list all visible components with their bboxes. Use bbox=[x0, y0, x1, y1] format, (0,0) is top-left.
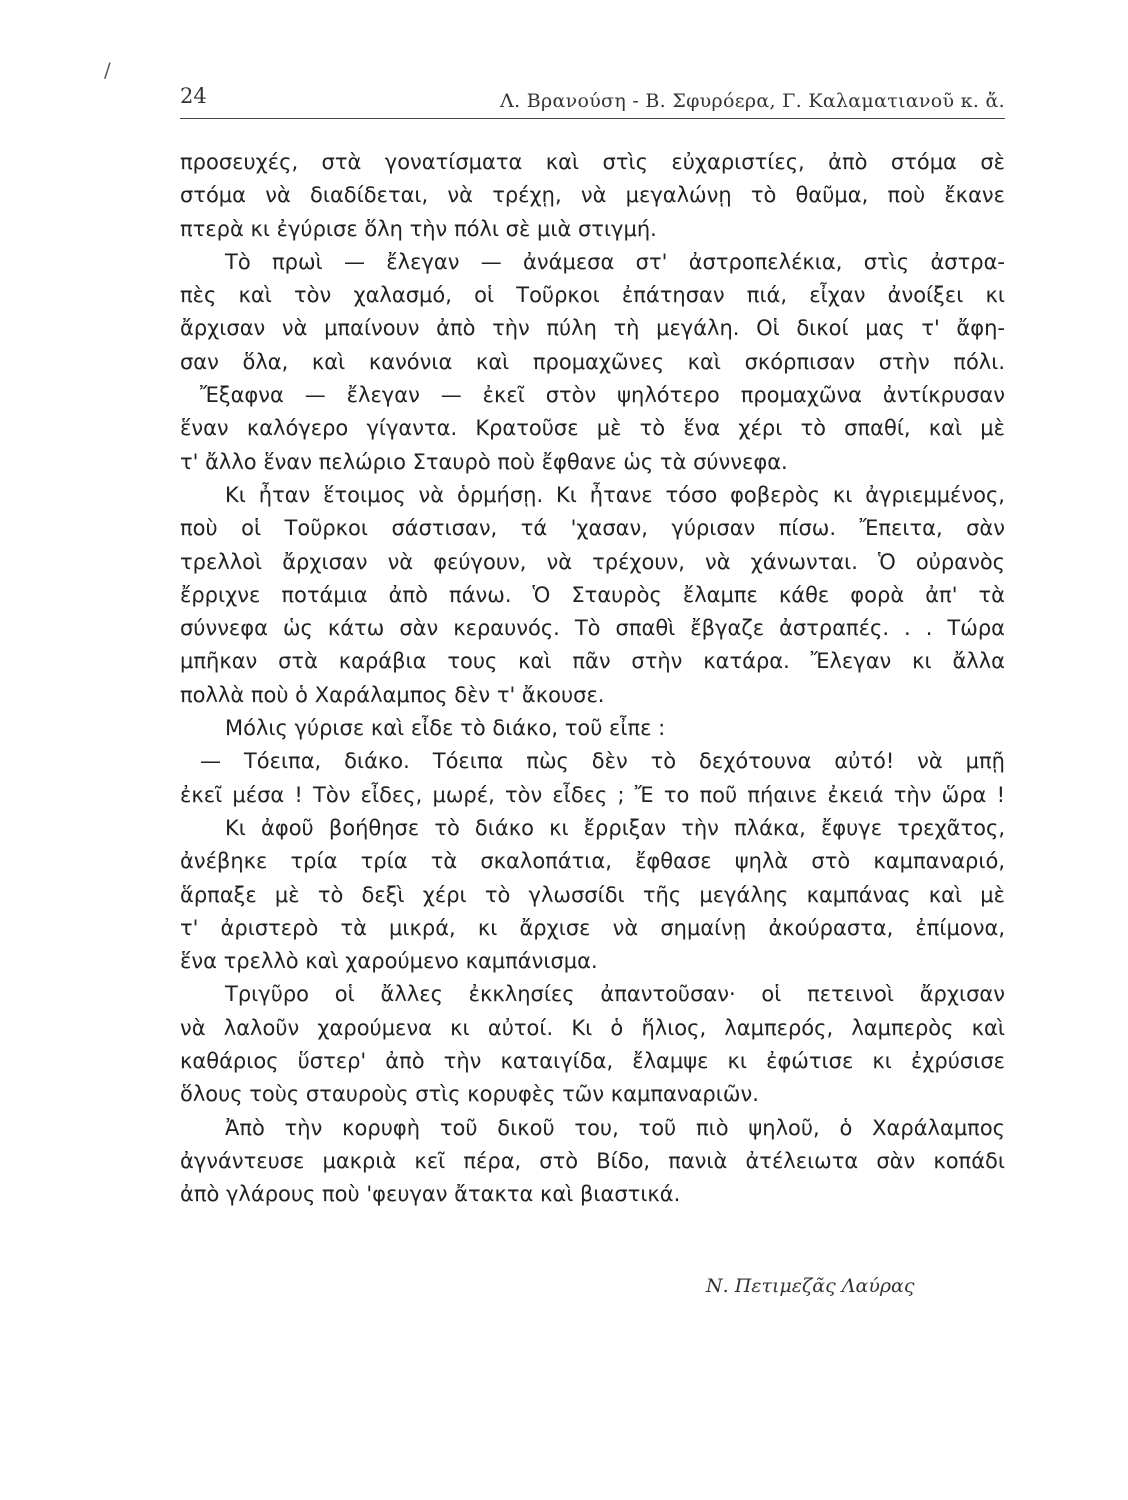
margin-mark: / bbox=[104, 58, 111, 82]
text-line: νὰ λαλοῦν χαρούμενα κι αὐτοί. Κι ὁ ἥλιος, λαμπερός, λαμπερὸς καὶ bbox=[180, 1015, 1005, 1040]
page-number: 24 bbox=[180, 84, 207, 108]
text-line: στόμα νὰ διαδίδεται, νὰ τρέχῃ, νὰ μεγαλώνῃ τὸ θαῦμα, ποὺ ἔκανε bbox=[180, 183, 1005, 208]
text-line: καθάριος ὕστερ' ἀπὸ τὴν καταιγίδα, ἔλαμψε κι ἐφώτισε κι ἐχρύσισε bbox=[180, 1049, 1005, 1074]
text-line: Κι ἀφοῦ βοήθησε τὸ διάκο κι ἔρριξαν τὴν πλάκα, ἔφυγε τρεχᾶτος, bbox=[225, 815, 1005, 840]
text-line: ἄρχισαν νὰ μπαίνουν ἀπὸ τὴν πύλη τὴ μεγάλη. Οἱ δικοί μας τ' ἄφη- bbox=[180, 316, 1005, 341]
text-line: προσευχές, στὰ γονατίσματα καὶ στὶς εὐχαριστίες, ἀπὸ στόμα σὲ bbox=[180, 150, 1005, 174]
text-line: Κι ἦταν ἕτοιμος νὰ ὁρμήσῃ. Κι ἦτανε τόσο φοβερὸς κι ἀγριεμμένος, bbox=[225, 482, 1005, 507]
author-signature: Ν. Πετιμεζᾶς Λαύρας bbox=[706, 1275, 915, 1297]
text-line: Τὸ πρωὶ — ἔλεγαν — ἀνάμεσα στ' ἀστροπελέκια, στὶς ἀστρα- bbox=[225, 249, 1005, 274]
text-line: πὲς καὶ τὸν χαλασμό, οἱ Τοῦρκοι ἐπάτησαν πιά, εἶχαν ἀνοίξει κι bbox=[180, 283, 1005, 308]
text-line: — Τόειπα, διάκο. Τόειπα πὼς δὲν τὸ δεχότουνα αὐτό! νὰ μπῇ bbox=[200, 749, 1005, 774]
text-line: τ' ἀριστερὸ τὰ μικρά, κι ἄρχισε νὰ σημαίνῃ ἀκούραστα, ἐπίμονα, bbox=[180, 915, 1005, 940]
text-line: ἕναν καλόγερο γίγαντα. Κρατοῦσε μὲ τὸ ἕνα χέρι τὸ σπαθί, καὶ μὲ bbox=[180, 416, 1005, 441]
text-line: Ἔξαφνα — ἔλεγαν — ἐκεῖ στὸν ψηλότερο προμαχῶνα ἀντίκρυσαν bbox=[200, 383, 1005, 408]
text-line: ἀνέβηκε τρία τρία τὰ σκαλοπάτια, ἔφθασε ψηλὰ στὸ καμπαναριό, bbox=[180, 849, 1005, 874]
text-line: ἅρπαξε μὲ τὸ δεξὶ χέρι τὸ γλωσσίδι τῆς μεγάλης καμπάνας καὶ μὲ bbox=[180, 882, 1005, 907]
text-line: Τριγῦρο οἱ ἄλλες ἐκκλησίες ἀπαντοῦσαν· οἱ πετεινοὶ ἄρχισαν bbox=[225, 982, 1005, 1007]
text-line: ἔρριχνε ποτάμια ἀπὸ πάνω. Ὁ Σταυρὸς ἔλαμπε κάθε φορὰ ἀπ' τὰ bbox=[180, 582, 1005, 607]
text-line: ἀγνάντευσε μακριὰ κεῖ πέρα, στὸ Βίδο, πανιὰ ἀτέλειωτα σὰν κοπάδι bbox=[180, 1148, 1005, 1173]
text-line: ποὺ οἱ Τοῦρκοι σάστισαν, τά 'χασαν, γύρισαν πίσω. Ἔπειτα, σὰν bbox=[180, 516, 1005, 541]
text-line: σαν ὅλα, καὶ κανόνια καὶ προμαχῶνες καὶ σκόρπισαν στὴν πόλι. bbox=[180, 349, 1005, 374]
body-text bbox=[180, 146, 1005, 1212]
text-line: ἕνα τρελλὸ καὶ χαρούμενο καμπάνισμα. bbox=[180, 949, 598, 974]
text-line: σύννεφα ὡς κάτω σὰν κεραυνός. Τὸ σπαθὶ ἔβγαζε ἀστραπές. . . Τώρα bbox=[180, 616, 1005, 641]
text-line: πολλὰ ποὺ ὁ Χαράλαμπος δὲν τ' ἄκουσε. bbox=[180, 682, 605, 707]
text-line: ἐκεῖ μέσα ! Τὸν εἶδες, μωρέ, τὸν εἶδες ; Ἔ το ποῦ πήαινε ἐκειά τὴν ὥρα ! bbox=[180, 782, 1005, 807]
text-line: τ' ἄλλο ἕναν πελώριο Σταυρὸ ποὺ ἔφθανε ὡς τὰ σύννεφα. bbox=[180, 449, 788, 474]
text-line: μπῆκαν στὰ καράβια τους καὶ πᾶν στὴν κατάρα. Ἔλεγαν κι ἄλλα bbox=[180, 649, 1005, 674]
text-line: ἀπὸ γλάρους ποὺ 'φευγαν ἄτακτα καὶ βιαστικά. bbox=[180, 1182, 681, 1207]
text-line: πτερὰ κι ἐγύρισε ὅλη τὴν πόλι σὲ μιὰ στιγμή. bbox=[180, 216, 657, 241]
text-line: Μόλις γύρισε καὶ εἶδε τὸ διάκο, τοῦ εἶπε : bbox=[225, 716, 666, 741]
text-line: τρελλοὶ ἄρχισαν νὰ φεύγουν, νὰ τρέχουν, νὰ χάνωνται. Ὁ οὐρανὸς bbox=[180, 549, 1005, 574]
running-head: Λ. Βρανούση - Β. Σφυρόερα, Γ. Καλαματιανοῦ κ. ἄ. bbox=[500, 90, 1005, 112]
page-header bbox=[180, 84, 1005, 119]
text-line: Ἀπὸ τὴν κορυφὴ τοῦ δικοῦ του, τοῦ πιὸ ψηλοῦ, ὁ Χαράλαμπος bbox=[225, 1115, 1005, 1140]
text-line: ὅλους τοὺς σταυροὺς στὶς κορυφὲς τῶν καμπαναριῶν. bbox=[180, 1082, 759, 1107]
